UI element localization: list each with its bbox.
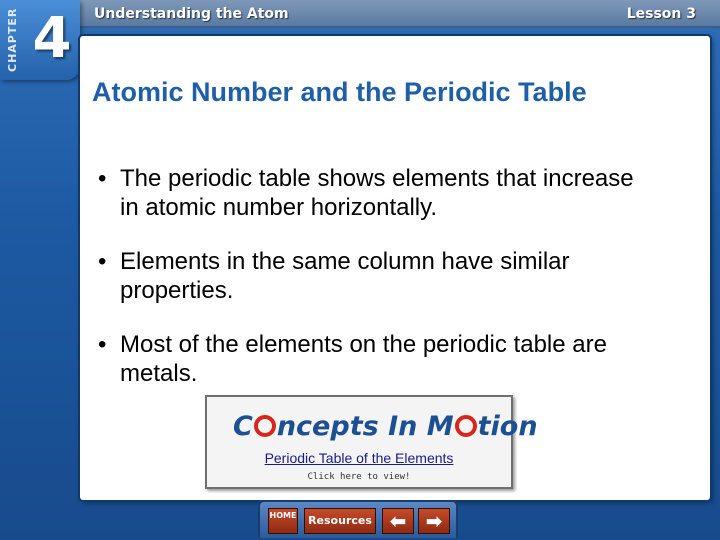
bullet-item (98, 330, 658, 388)
bullet-icon: • (98, 331, 107, 358)
next-button[interactable] (418, 508, 450, 534)
chapter-word: CHAPTER (6, 7, 19, 72)
concepts-in-motion-box[interactable] (205, 395, 538, 489)
nav-bar (258, 500, 458, 538)
bullet-icon: • (98, 165, 107, 192)
home-icon: HOME (269, 511, 297, 520)
periodic-table-link[interactable]: Periodic Table of the Elements (264, 450, 454, 466)
arrow-right-icon: ➡ (425, 509, 443, 533)
bullet-icon: • (98, 248, 107, 275)
chapter-number: 4 (32, 6, 72, 71)
chapter-title: Understanding the Atom (94, 6, 289, 22)
atom-o-icon (455, 415, 477, 437)
atom-o-icon (254, 415, 276, 437)
bullet-item (98, 164, 658, 222)
chapter-tab (0, 0, 80, 80)
home-button[interactable] (268, 508, 298, 534)
concepts-in-motion-logo: C ncepts In M tion (233, 411, 538, 442)
arrow-left-icon: ⬅ (389, 509, 407, 533)
slide-title: Atomic Number and the Periodic Table (92, 77, 587, 107)
content-panel (80, 36, 710, 500)
resources-button[interactable]: Resources (304, 508, 376, 534)
previous-button[interactable] (382, 508, 414, 534)
bullet-item (98, 247, 658, 305)
bullet-text: The periodic table shows elements that increase in atomic number horizontally. (120, 165, 634, 221)
bullet-list (98, 164, 658, 413)
click-to-view-label: Click here to view! (307, 472, 411, 482)
bullet-text: Most of the elements on the periodic table are metals. (120, 331, 607, 387)
lesson-label: Lesson 3 (626, 6, 696, 22)
bullet-text: Elements in the same column have similar properties. (120, 248, 570, 304)
